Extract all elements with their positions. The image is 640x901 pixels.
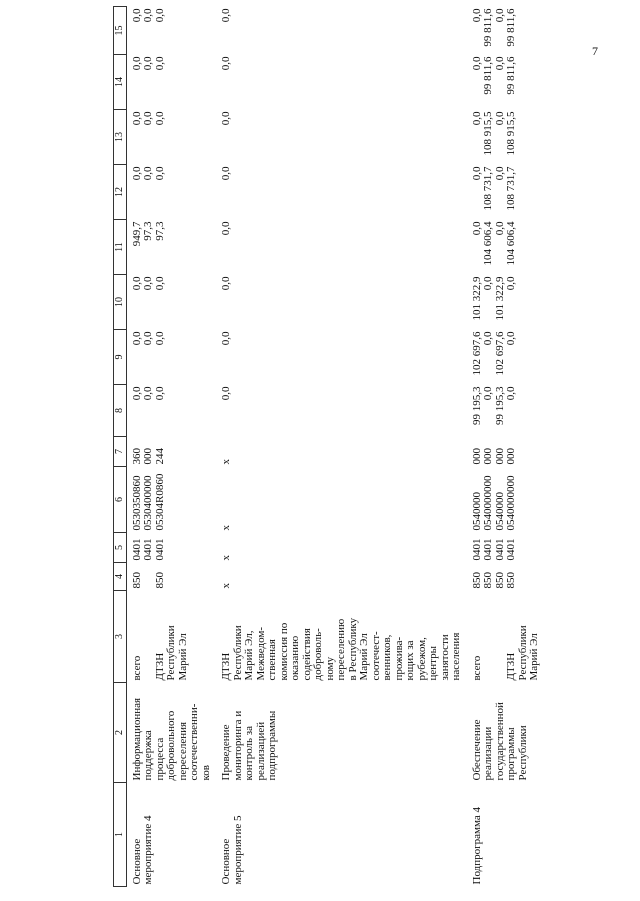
cell-col15: [216, 7, 467, 55]
cell-line: занятости: [438, 634, 451, 681]
cell-line: 99 811,6: [482, 56, 494, 95]
cell-line: 0,0: [470, 56, 483, 71]
column-header-5: 5: [114, 533, 127, 563]
column-header-9: 9: [114, 330, 127, 385]
cell-line: Марий Эл: [528, 633, 540, 681]
cell-line: реализацией: [254, 721, 267, 781]
column-header-11: 11: [114, 220, 127, 275]
cell-line: 850: [153, 572, 166, 589]
cell-line: 108 731,7: [482, 166, 494, 211]
cell-line: 0401: [470, 538, 483, 561]
table-row: [467, 7, 545, 887]
cell-line: поддержка: [142, 730, 154, 781]
cell-line: 108 915,5: [482, 111, 494, 156]
cell-line: 0,0: [142, 276, 154, 291]
cell-line: 000: [505, 448, 517, 465]
cell-line: 0,0: [142, 8, 154, 23]
cell-line: 0,0: [153, 56, 166, 71]
cell-col12: [467, 165, 545, 220]
cell-line: 0,0: [220, 276, 232, 291]
cell-line: 99 811,6: [505, 56, 517, 95]
cell-line: х: [220, 459, 232, 465]
cell-line: 0540000000: [505, 475, 517, 531]
cell-col11: [216, 220, 467, 275]
cell-line: 0401: [482, 538, 494, 561]
cell-line: 0540000000: [482, 475, 494, 531]
table-body: [126, 7, 545, 887]
cell-line: 104 606,4: [505, 221, 517, 266]
cell-line: центры: [427, 646, 439, 681]
column-header-2: 2: [114, 683, 127, 783]
cell-col7: [216, 437, 467, 467]
cell-col8: [216, 385, 467, 437]
cell-line: ДТЗН: [153, 652, 166, 681]
cell-col7: [126, 437, 216, 467]
cell-line: 0,0: [505, 331, 517, 346]
cell-line: 0,0: [493, 111, 506, 126]
cell-col4: [467, 563, 545, 591]
cell-line: 102 697,6: [493, 331, 506, 376]
cell-col3: [126, 591, 216, 683]
cell-line: 0,0: [493, 166, 506, 181]
cell-line: 0,0: [153, 386, 166, 401]
cell-line: 0,0: [470, 221, 483, 236]
cell-line: Обеспечение: [470, 719, 483, 781]
cell-line: 0,0: [493, 56, 506, 71]
cell-line: 0,0: [153, 331, 166, 346]
cell-col10: [216, 275, 467, 330]
cell-line: 0,0: [130, 111, 143, 126]
cell-line: 0,0: [470, 8, 483, 23]
cell-line: 0,0: [130, 276, 143, 291]
cell-line: 244: [153, 448, 166, 465]
cell-line: 0,0: [220, 111, 232, 126]
cell-line: оказанию: [289, 635, 301, 681]
cell-line: 101 322,9: [470, 276, 483, 321]
cell-line: содействия: [300, 628, 313, 681]
column-header-14: 14: [114, 55, 127, 110]
cell-line: ному: [323, 656, 336, 681]
column-header-15: 15: [114, 7, 127, 55]
cell-line: 0530350860: [130, 475, 143, 531]
cell-line: 0,0: [220, 8, 232, 23]
cell-line: 0,0: [220, 331, 232, 346]
cell-line: 0,0: [142, 166, 154, 181]
cell-line: 0,0: [220, 386, 232, 401]
cell-line: 360: [130, 448, 143, 465]
cell-line: 108 731,7: [505, 166, 517, 211]
cell-line: 104 606,4: [482, 221, 494, 266]
cell-line: ДТЗН: [220, 652, 232, 681]
cell-col4: [126, 563, 216, 591]
cell-line: 0,0: [130, 8, 143, 23]
column-header-6: 6: [114, 467, 127, 533]
cell-col1: [467, 783, 545, 887]
cell-col6: [126, 467, 216, 533]
cell-line: программы: [505, 727, 517, 781]
cell-line: Проведение: [220, 724, 232, 781]
column-header-8: 8: [114, 385, 127, 437]
header-row: [114, 7, 127, 887]
cell-col13: [467, 110, 545, 165]
cell-line: 850: [505, 572, 517, 589]
column-header-13: 13: [114, 110, 127, 165]
cell-line: 0,0: [153, 111, 166, 126]
cell-line: 0401: [505, 538, 517, 561]
cell-line: Подпрограмма 4: [470, 807, 483, 885]
budget-table: [113, 6, 545, 887]
cell-line: добровольного: [165, 710, 177, 781]
cell-line: в Республику: [346, 617, 359, 681]
cell-line: населения: [450, 632, 462, 681]
cell-line: 0,0: [482, 276, 494, 291]
cell-line: 0,0: [220, 56, 232, 71]
cell-line: 0401: [142, 538, 154, 561]
cell-line: ющих за: [404, 640, 416, 681]
column-header-12: 12: [114, 165, 127, 220]
cell-line: 101 322,9: [493, 276, 506, 321]
cell-line: Республики: [231, 625, 244, 681]
cell-col6: [216, 467, 467, 533]
cell-col3: [216, 591, 467, 683]
cell-line: 850: [493, 572, 506, 589]
column-header-3: 3: [114, 591, 127, 683]
cell-col14: [216, 55, 467, 110]
cell-line: 0,0: [130, 166, 143, 181]
cell-line: 0,0: [470, 111, 483, 126]
cell-col5: [126, 533, 216, 563]
cell-col9: [467, 330, 545, 385]
cell-line: 000: [493, 448, 506, 465]
cell-line: [143, 593, 155, 681]
cell-line: 0,0: [142, 386, 154, 401]
cell-line: 0540000: [493, 492, 506, 531]
cell-line: Республики: [516, 725, 529, 781]
cell-line: всего: [130, 655, 143, 681]
cell-line: 97,3: [142, 221, 154, 241]
cell-line: комиссия по: [277, 622, 290, 681]
cell-line: прожива-: [392, 636, 405, 681]
cell-line: всего: [470, 655, 483, 681]
cell-line: Информационная: [130, 697, 143, 781]
cell-col5: [467, 533, 545, 563]
cell-col2: [216, 683, 467, 783]
cell-line: Республики: [516, 625, 529, 681]
cell-col6: [467, 467, 545, 533]
cell-col1: [216, 783, 467, 887]
cell-line: мероприятие 5: [231, 815, 244, 885]
cell-col15: [467, 7, 545, 55]
cell-line: 0,0: [130, 386, 143, 401]
cell-line: 0540000: [470, 492, 483, 531]
cell-line: 0,0: [142, 331, 154, 346]
cell-line: 0,0: [482, 386, 494, 401]
cell-line: процесса: [153, 737, 166, 781]
cell-line: 000: [470, 448, 483, 465]
cell-line: 0,0: [153, 166, 166, 181]
cell-col2: [126, 683, 216, 783]
cell-line: 99 811,6: [505, 8, 517, 47]
column-header-1: 1: [114, 783, 127, 887]
cell-line: 0,0: [142, 56, 154, 71]
cell-line: 05304R0860: [153, 473, 166, 531]
cell-line: 850: [470, 572, 483, 589]
cell-col9: [126, 330, 216, 385]
cell-line: ственная: [266, 639, 278, 681]
cell-col3: [467, 591, 545, 683]
cell-line: 0,0: [470, 166, 483, 181]
cell-line: доброволь-: [312, 628, 324, 681]
column-header-10: 10: [114, 275, 127, 330]
cell-col15: [126, 7, 216, 55]
cell-line: 0,0: [505, 386, 517, 401]
cell-line: 850: [130, 572, 143, 589]
cell-line: государственной: [493, 702, 506, 781]
cell-col2: [467, 683, 545, 783]
cell-line: 0,0: [130, 331, 143, 346]
cell-line: 102 697,6: [470, 331, 483, 376]
cell-col5: [216, 533, 467, 563]
cell-col7: [467, 437, 545, 467]
cell-line: 108 915,5: [505, 111, 517, 156]
cell-col11: [126, 220, 216, 275]
cell-col14: [467, 55, 545, 110]
cell-line: подпрограммы: [266, 710, 278, 781]
table-row: [216, 7, 467, 887]
cell-line: [143, 565, 155, 589]
cell-col1: [126, 783, 216, 887]
cell-line: 99 195,3: [470, 386, 483, 425]
cell-line: 0,0: [493, 221, 506, 236]
cell-line: соотечественни-: [188, 703, 200, 781]
cell-line: х: [220, 525, 232, 531]
cell-line: реализации: [482, 726, 494, 781]
cell-line: 0530400000: [142, 475, 154, 531]
cell-line: 99 195,3: [493, 386, 506, 425]
cell-line: 850: [482, 572, 494, 589]
cell-line: Республики: [165, 625, 177, 681]
column-header-7: 7: [114, 437, 127, 467]
cell-line: ков: [199, 765, 212, 781]
cell-col12: [216, 165, 467, 220]
cell-col13: [216, 110, 467, 165]
cell-col13: [126, 110, 216, 165]
cell-col9: [216, 330, 467, 385]
cell-line: 0401: [153, 538, 166, 561]
cell-line: Основное: [130, 838, 143, 885]
cell-line: переселению: [335, 618, 347, 681]
cell-line: 000: [482, 448, 494, 465]
cell-line: 0,0: [505, 276, 517, 291]
budget-table-rotated: [113, 7, 540, 887]
cell-line: [483, 593, 495, 681]
cell-col8: [126, 385, 216, 437]
cell-line: х: [220, 555, 232, 561]
cell-line: рубежом,: [415, 637, 428, 681]
cell-line: х: [220, 583, 232, 589]
page-number: 7: [592, 44, 598, 58]
cell-line: Основное: [220, 838, 232, 885]
cell-line: Межведом-: [254, 627, 267, 681]
cell-line: 0,0: [220, 166, 232, 181]
cell-col8: [467, 385, 545, 437]
cell-line: 0,0: [142, 111, 154, 126]
cell-line: Марий Эл,: [243, 630, 255, 681]
cell-line: переселения: [176, 721, 189, 781]
table-row: [126, 7, 216, 887]
cell-col10: [467, 275, 545, 330]
column-header-4: 4: [114, 563, 127, 591]
cell-line: 000: [142, 448, 154, 465]
cell-line: контроль за: [243, 726, 255, 781]
cell-line: 99 811,6: [482, 8, 494, 47]
cell-line: 0,0: [130, 56, 143, 71]
cell-line: 0,0: [482, 331, 494, 346]
cell-line: 949,7: [130, 221, 143, 247]
cell-line: 0,0: [153, 276, 166, 291]
cell-line: венников,: [381, 634, 393, 681]
cell-line: Марий Эл: [358, 633, 370, 681]
cell-line: 0401: [493, 538, 506, 561]
cell-line: мониторинга и: [231, 710, 244, 781]
cell-line: соотечест-: [369, 631, 382, 681]
cell-line: 0,0: [220, 221, 232, 236]
cell-line: 0,0: [493, 8, 506, 23]
cell-col4: [216, 563, 467, 591]
cell-col12: [126, 165, 216, 220]
cell-line: мероприятие 4: [142, 815, 154, 885]
cell-line: 0,0: [153, 8, 166, 23]
cell-col11: [467, 220, 545, 275]
cell-line: 0401: [130, 538, 143, 561]
cell-line: ДТЗН: [505, 652, 517, 681]
cell-line: 97,3: [153, 221, 166, 241]
cell-line: Марий Эл: [176, 633, 189, 681]
cell-col14: [126, 55, 216, 110]
cell-col10: [126, 275, 216, 330]
